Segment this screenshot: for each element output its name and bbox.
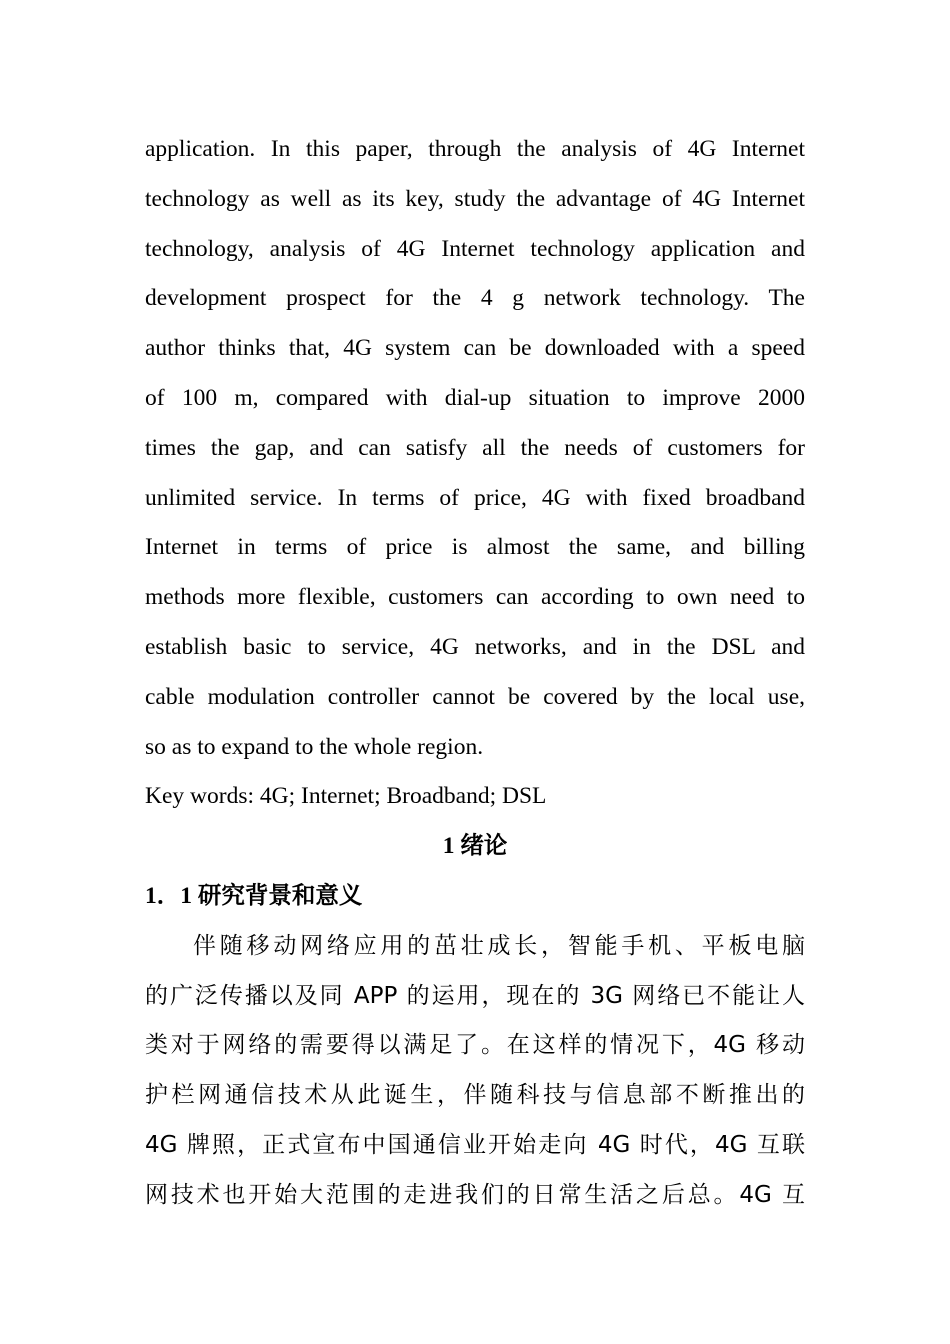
section-title: 1．1 研究背景和意义	[145, 882, 363, 909]
keywords-line: Key words: 4G; Internet; Broadband; DSL	[145, 783, 547, 810]
abstract-paragraph	[145, 125, 805, 772]
abstract-line: cable modulation controller cannot be covered by the local use,	[145, 683, 805, 710]
section-paragraph	[145, 922, 805, 1221]
paragraph-line: 4G 牌照，正式宣布中国通信业开始走向 4G 时代，4G 互联	[145, 1131, 805, 1158]
abstract-line: so as to expand to the whole region.	[145, 733, 484, 760]
abstract-line: development prospect for the 4 g network technology. The	[145, 285, 805, 312]
abstract-line: author thinks that, 4G system can be downloaded with a speed	[145, 335, 805, 362]
abstract-line: of 100 m, compared with dial-up situation to improve 2000	[145, 384, 805, 411]
abstract-line: application. In this paper, through the analysis of 4G Internet	[145, 136, 805, 162]
abstract-line: technology as well as its key, study the advantage of 4G Internet	[145, 185, 805, 212]
paragraph-line: 类对于网络的需要得以满足了。在这样的情况下，4G 移动	[145, 1032, 805, 1059]
abstract-line: times the gap, and can satisfy all the needs of customers for	[145, 434, 805, 461]
abstract-line: methods more flexible, customers can according to own need to	[145, 584, 805, 611]
paragraph-line: 伴随移动网络应用的茁壮成长，智能手机、平板电脑	[193, 932, 805, 959]
page-content	[145, 125, 805, 1221]
paragraph-line: 护栏网通信技术从此诞生，伴随科技与信息部不断推出的	[145, 1082, 805, 1109]
paragraph-line: 的广泛传播以及同 APP 的运用，现在的 3G 网络已不能让人	[145, 982, 805, 1009]
abstract-line: establish basic to service, 4G networks, and in the DSL and	[145, 633, 805, 660]
abstract-line: unlimited service. In terms of price, 4G with fixed broadband	[145, 484, 805, 511]
paragraph-line: 网技术也开始大范围的走进我们的日常生活之后总。4G 互	[145, 1181, 805, 1208]
abstract-line: Internet in terms of price is almost the same, and billing	[145, 534, 805, 561]
abstract-line: technology, analysis of 4G Internet technology application and	[145, 235, 805, 262]
chapter-title: 1 绪论	[442, 833, 508, 860]
